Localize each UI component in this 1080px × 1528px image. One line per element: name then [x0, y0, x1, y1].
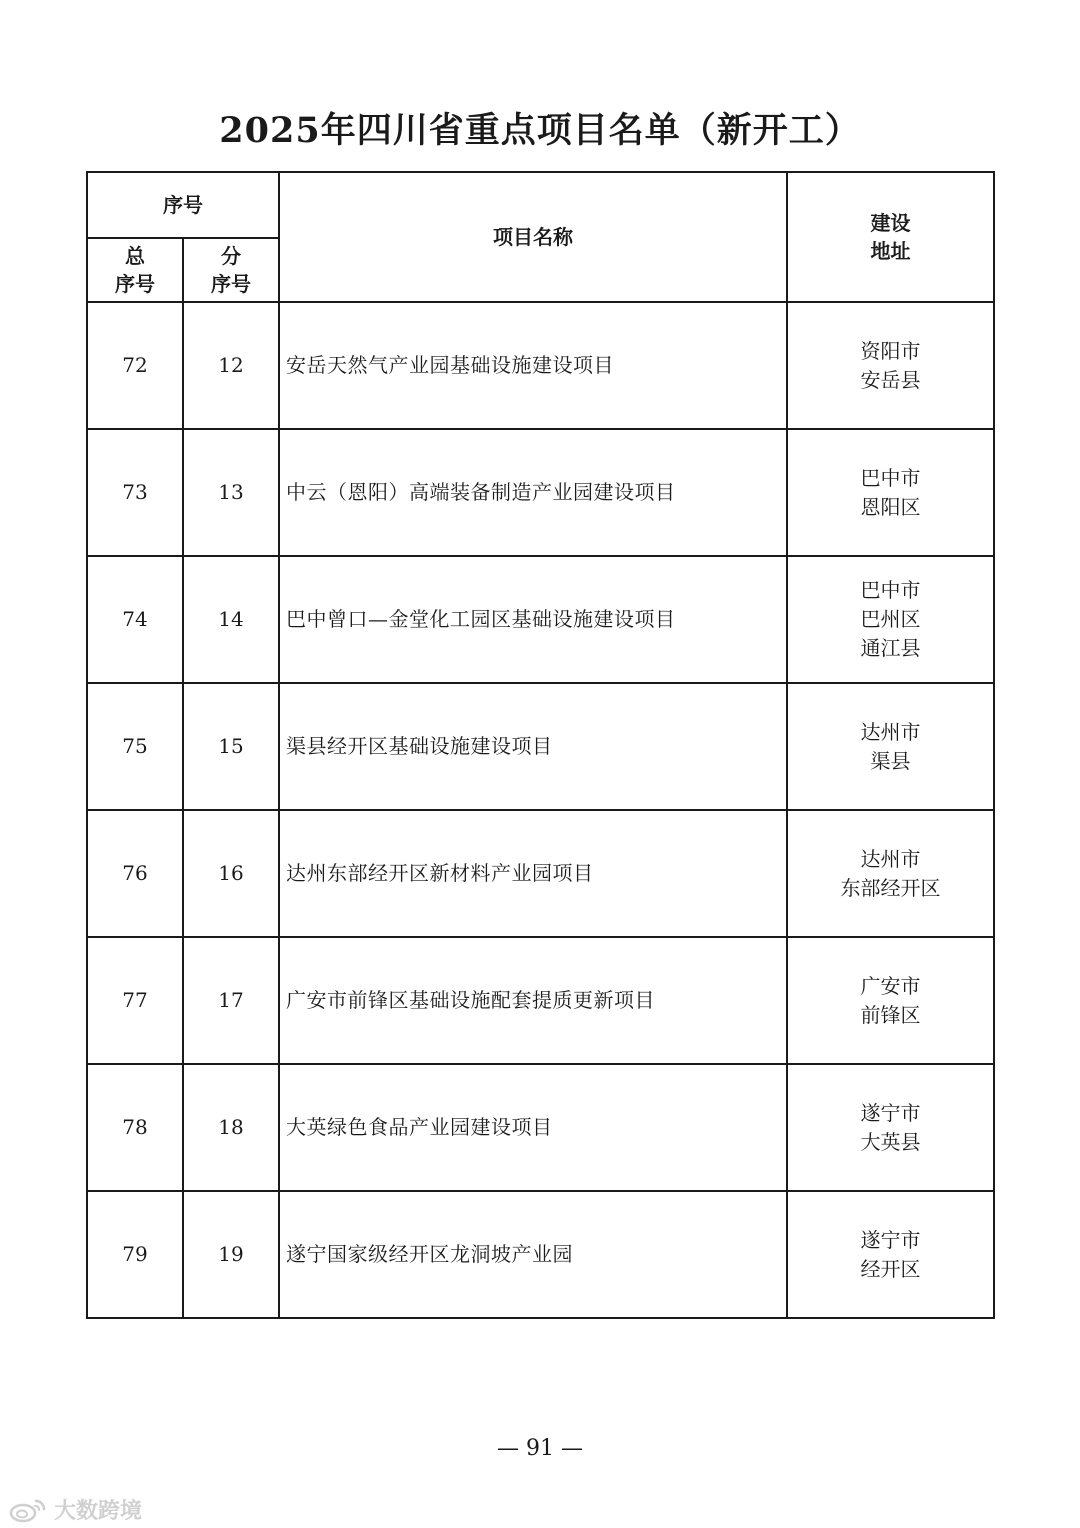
table-row [87, 683, 994, 810]
location-line: 巴州区 [860, 607, 921, 631]
header-total-seq [87, 238, 183, 302]
header-location [787, 172, 994, 302]
location-line: 巴中市 [860, 465, 921, 490]
total-seq-cell: 75 [87, 683, 183, 810]
table-row [87, 429, 994, 556]
header-total-seq-line: 总 [125, 244, 145, 268]
total-seq-cell: 72 [87, 302, 183, 429]
location-cell [787, 810, 994, 937]
header-seq: 序号 [87, 172, 279, 238]
location-line: 前锋区 [860, 1002, 921, 1027]
total-seq-cell: 73 [87, 429, 183, 556]
sub-seq-cell: 13 [183, 429, 279, 556]
sub-seq-cell: 12 [183, 302, 279, 429]
table-row [87, 556, 994, 683]
table-row [87, 302, 994, 429]
location-line: 通江县 [860, 636, 921, 660]
header-sub-seq [183, 238, 279, 302]
project-name-cell: 中云（恩阳）高端装备制造产业园建设项目 [279, 429, 787, 556]
table-row [87, 1064, 994, 1191]
location-cell [787, 302, 994, 429]
total-seq-cell: 79 [87, 1191, 183, 1318]
header-location-line: 建设 [870, 211, 911, 235]
project-table [86, 171, 995, 1319]
total-seq-cell: 76 [87, 810, 183, 937]
location-line: 经开区 [860, 1256, 921, 1281]
location-line: 大英县 [860, 1129, 921, 1154]
location-line: 达州市 [860, 846, 921, 871]
total-seq-cell: 77 [87, 937, 183, 1064]
sub-seq-cell: 14 [183, 556, 279, 683]
location-line: 遂宁市 [860, 1100, 921, 1125]
project-name-cell: 大英绿色食品产业园建设项目 [279, 1064, 787, 1191]
location-cell [787, 937, 994, 1064]
location-line: 遂宁市 [860, 1227, 921, 1252]
watermark-text: 大数跨境 [54, 1499, 143, 1524]
location-line: 渠县 [870, 748, 911, 773]
location-cell [787, 556, 994, 683]
project-name-cell: 遂宁国家级经开区龙洞坡产业园 [279, 1191, 787, 1318]
location-line: 达州市 [860, 719, 921, 744]
location-cell [787, 1191, 994, 1318]
location-line: 广安市 [860, 973, 921, 998]
sub-seq-cell: 18 [183, 1064, 279, 1191]
location-line: 东部经开区 [840, 875, 941, 900]
sub-seq-cell: 17 [183, 937, 279, 1064]
table-row [87, 1191, 994, 1318]
location-cell [787, 1064, 994, 1191]
sub-seq-cell: 15 [183, 683, 279, 810]
sub-seq-cell: 16 [183, 810, 279, 937]
page-number: — 91 — [497, 1436, 583, 1461]
project-name-cell: 巴中曾口—金堂化工园区基础设施建设项目 [279, 556, 787, 683]
project-name-cell: 达州东部经开区新材料产业园项目 [279, 810, 787, 937]
location-line: 恩阳区 [860, 494, 921, 519]
project-name-cell: 安岳天然气产业园基础设施建设项目 [279, 302, 787, 429]
sub-seq-cell: 19 [183, 1191, 279, 1318]
location-cell [787, 429, 994, 556]
location-line: 安岳县 [860, 367, 921, 392]
location-cell [787, 683, 994, 810]
total-seq-cell: 74 [87, 556, 183, 683]
location-line: 巴中市 [860, 578, 921, 602]
header-location-line: 地址 [870, 239, 911, 263]
location-line: 资阳市 [860, 338, 921, 363]
header-sub-seq-line: 分 [221, 244, 241, 268]
table-row [87, 937, 994, 1064]
page-title: 2025年四川省重点项目名单（新开工） [219, 110, 861, 151]
watermark [8, 1494, 142, 1525]
header-sub-seq-line: 序号 [211, 272, 251, 296]
table-row [87, 810, 994, 937]
weibo-logo-icon [8, 1497, 48, 1523]
total-seq-cell: 78 [87, 1064, 183, 1191]
header-total-seq-line: 序号 [115, 272, 155, 296]
project-name-cell: 广安市前锋区基础设施配套提质更新项目 [279, 937, 787, 1064]
project-name-cell: 渠县经开区基础设施建设项目 [279, 683, 787, 810]
header-project-name: 项目名称 [279, 172, 787, 302]
